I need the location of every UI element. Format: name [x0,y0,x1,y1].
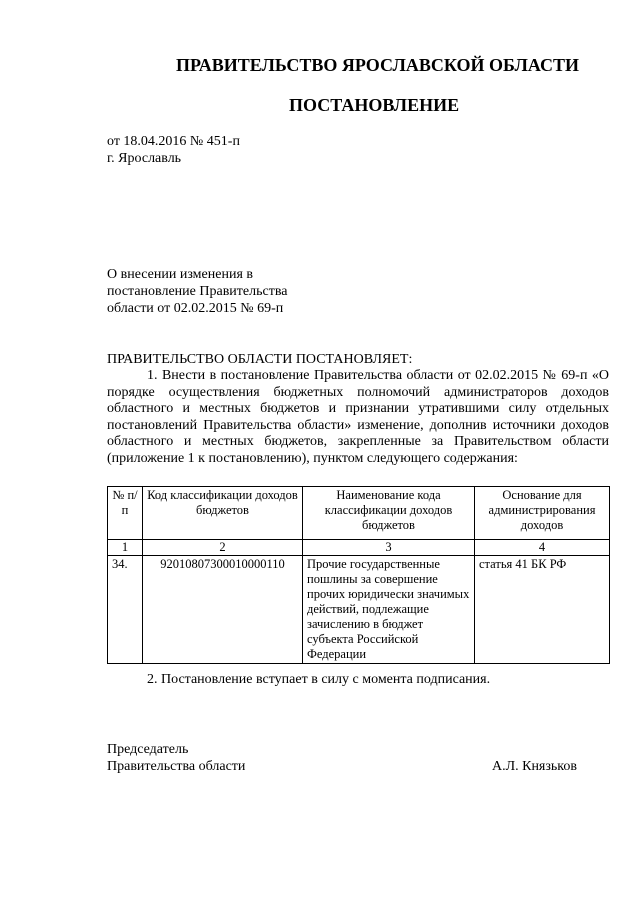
city: г. Ярославль [107,151,182,166]
decree-heading: ПРАВИТЕЛЬСТВО ОБЛАСТИ ПОСТАНОВЛЯЕТ: [107,352,413,367]
header-cell-num: № п/п [108,487,143,540]
header-cell-name: Наименование кода классификации доходов бюджетов [303,487,475,540]
table-header-row [108,487,610,540]
date-number: от 18.04.2016 № 451-п [107,134,240,149]
col-number-cell: 3 [303,540,475,556]
org-title: ПРАВИТЕЛЬСТВО ЯРОСЛАВСКОЙ ОБЛАСТИ [176,55,580,75]
row-name-cell: Прочие государственные пошлины за совершение прочих юридически значимых действий, подлежащие зачислению в бюджет субъекта Российской Федерации [303,556,475,664]
header-cell-code: Код классификации доходов бюджетов [143,487,303,540]
col-number-cell: 1 [108,540,143,556]
item-1-paragraph [107,368,609,467]
col-number-cell: 4 [475,540,610,556]
signature-position-1: Председатель [107,742,189,757]
subject-line-1: О внесении изменения в [107,267,253,282]
doc-type-title: ПОСТАНОВЛЕНИЕ [289,95,460,115]
signature-name: А.Л. Князьков [492,759,577,774]
row-num-cell: 34. [108,556,143,664]
row-basis-cell: статья 41 БК РФ [475,556,610,664]
col-number-cell: 2 [143,540,303,556]
item-1-text: 1. Внести в постановление Правительства области от 02.02.2015 № 69-п «О порядке осуществления бюджетных полномочий администраторов доходов областного и местных бюджетов и признании утратившими силу отдельных постановлений Правительства области» изменение, дополнив источники доходов областного и местных бюджетов, закрепленные за Правительством области (приложение 1 к постановлению), пунктом следующего содержания: [107,368,609,466]
subject-line-3: области от 02.02.2015 № 69-п [107,301,284,316]
header-cell-basis: Основание для администрирования доходов [475,487,610,540]
table-row [108,556,610,664]
item-2-text: 2. Постановление вступает в силу с момента подписания. [147,672,491,687]
signature-position-2: Правительства области [107,759,246,774]
row-code-cell: 92010807300010000110 [143,556,303,664]
income-sources-table [107,486,610,664]
subject-line-2: постановление Правительства [107,284,288,299]
table-col-numbers-row [108,540,610,556]
